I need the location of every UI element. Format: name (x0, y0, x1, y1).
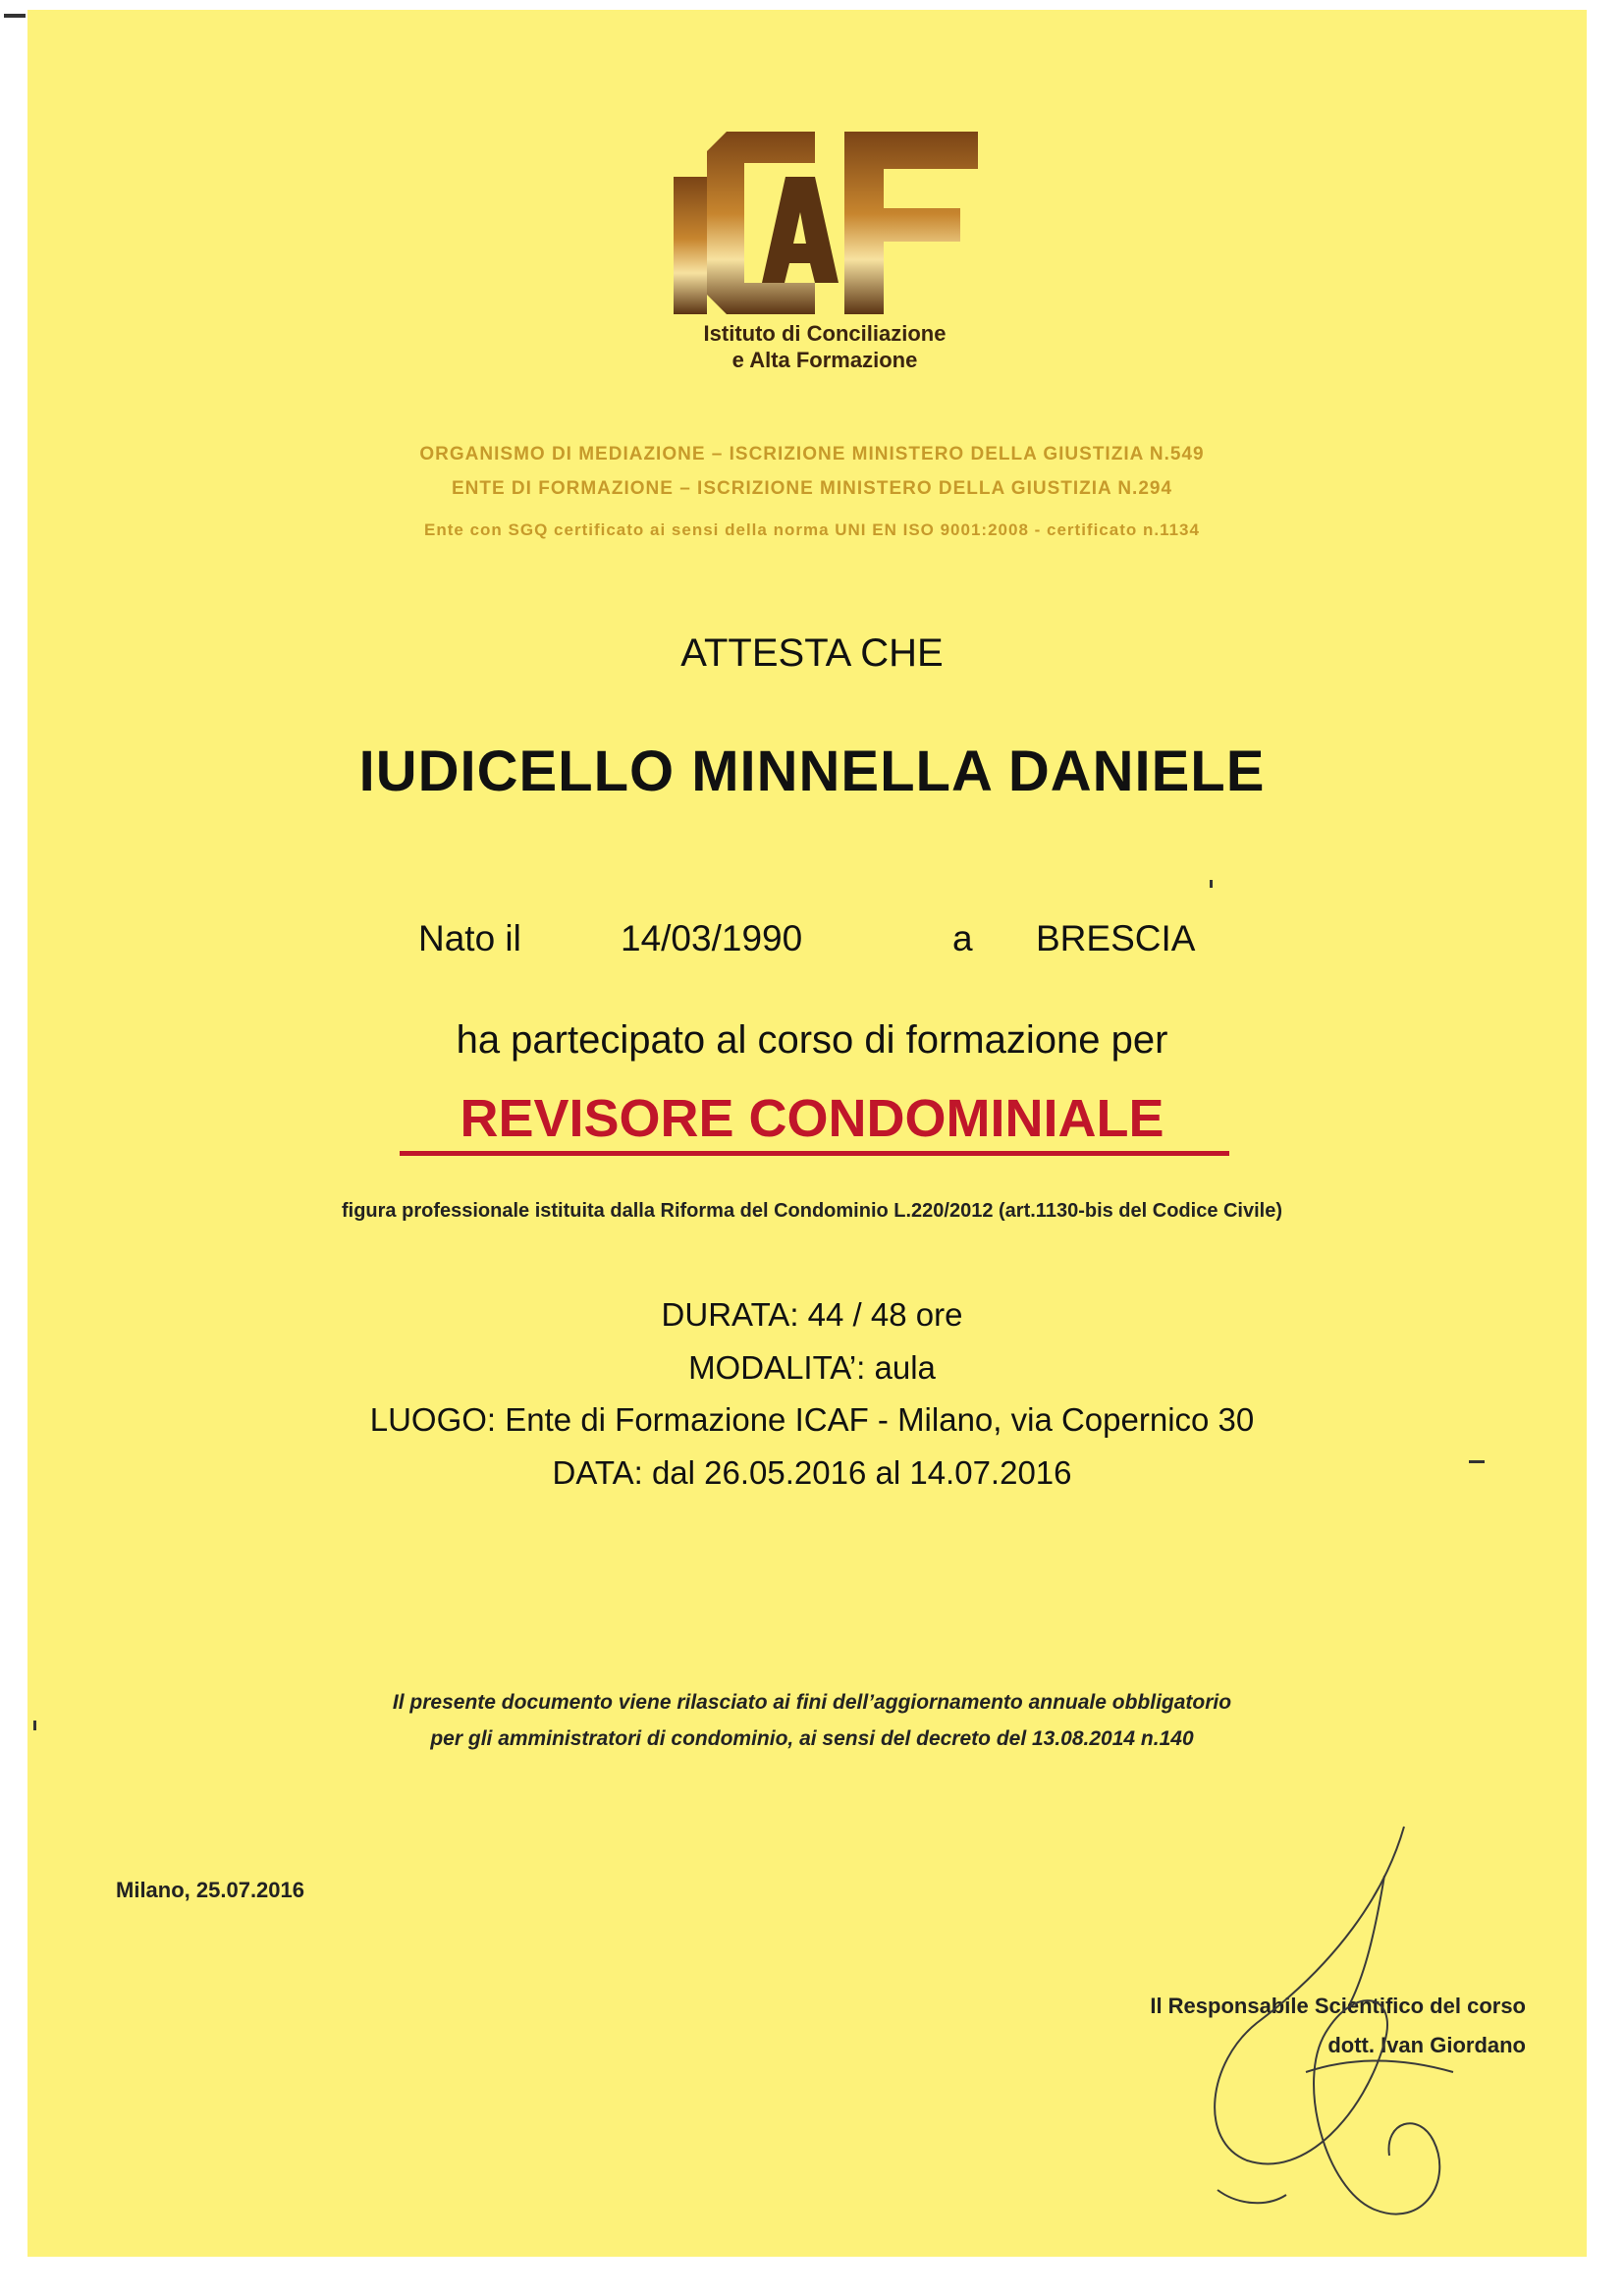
registration-mediation: ORGANISMO DI MEDIAZIONE – ISCRIZIONE MINISTERO DELLA GIUSTIZIA N.549 (419, 444, 1205, 465)
born-label: Nato il (418, 918, 521, 958)
birth-place: BRESCIA (1036, 918, 1196, 958)
attesta-heading: ATTESTA CHE (680, 631, 944, 675)
scan-speck (33, 1721, 36, 1730)
detail-duration: DURATA: 44 / 48 ore (661, 1296, 963, 1333)
signatory-name: dott. Ivan Giordano (1327, 2033, 1526, 2057)
scan-speck (1210, 880, 1213, 888)
course-title: REVISORE CONDOMINIALE (460, 1089, 1164, 1148)
logo-subtitle-line1: Istituto di Conciliazione (703, 321, 947, 346)
at-label: a (952, 918, 973, 958)
scan-mark (4, 14, 26, 18)
footnote-line2: per gli amministratori di condominio, ai sensi del decreto del 13.08.2014 n.140 (430, 1727, 1194, 1750)
participation-text: ha partecipato al corso di formazione per (456, 1018, 1168, 1062)
registration-iso: Ente con SGQ certificato ai sensi della norma UNI EN ISO 9001:2008 - certificato n.1134 (424, 520, 1200, 539)
detail-dates: DATA: dal 26.05.2016 al 14.07.2016 (552, 1454, 1072, 1491)
icaf-logo (668, 118, 982, 319)
logo-subtitle (628, 320, 1021, 373)
signatory-role: Il Responsabile Scientifico del corso (1150, 1994, 1526, 2018)
recipient-name: IUDICELLO MINNELLA DANIELE (358, 739, 1266, 803)
detail-mode: MODALITA’: aula (688, 1349, 936, 1386)
logo-subtitle-line2: e Alta Formazione (731, 348, 918, 372)
course-description: figura professionale istituita dalla Riforma del Condominio L.220/2012 (art.1130-bis del Codice Civile) (341, 1200, 1283, 1222)
footnote-line1: Il presente documento viene rilasciato ai fini dell’aggiornamento annuale obbligatorio (392, 1691, 1232, 1714)
issue-place-date: Milano, 25.07.2016 (116, 1878, 304, 1902)
birth-date: 14/03/1990 (621, 918, 803, 958)
signature (1139, 1817, 1512, 2229)
course-title-underline (400, 1151, 1229, 1156)
registration-training: ENTE DI FORMAZIONE – ISCRIZIONE MINISTERO DELLA GIUSTIZIA N.294 (451, 478, 1173, 499)
detail-location: LUOGO: Ente di Formazione ICAF - Milano, via Copernico 30 (369, 1401, 1255, 1438)
scan-speck (1469, 1460, 1485, 1463)
